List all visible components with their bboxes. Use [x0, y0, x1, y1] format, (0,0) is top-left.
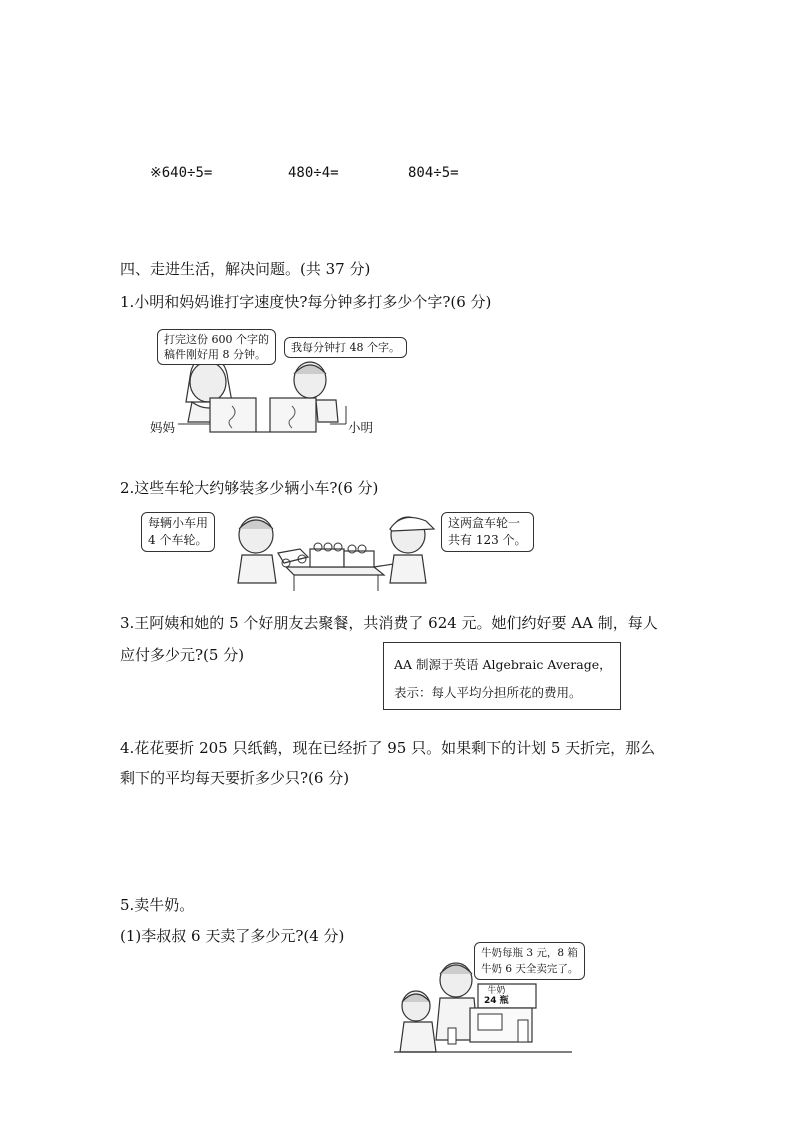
aa-definition-line-1: AA 制源于英语 Algebraic Average，	[394, 657, 612, 672]
question-2: 2.这些车轮大约够装多少辆小车?(6 分)	[120, 479, 379, 497]
left-boy-speech-line-1: 每辆小车用	[148, 516, 209, 530]
laptop-left	[210, 398, 256, 432]
question-3-line-2: 应付多少元?(5 分)	[120, 646, 245, 664]
milk-box-label-line-1: 牛奶	[487, 986, 506, 996]
laptop-right	[270, 398, 316, 432]
question-5-title: 5.卖牛奶。	[120, 896, 195, 914]
question-4-line-1: 4.花花要折 205 只纸鹤，现在已经折了 95 只。如果剩下的计划 5 天折完，那么	[120, 739, 656, 757]
mom-speech-line-1: 打完这份 600 个字的	[164, 333, 269, 346]
left-boy-speech-line-2: 4 个车轮。	[148, 533, 208, 547]
left-boy-speech-bubble	[141, 512, 215, 552]
right-boy-speech-line-2: 共有 123 个。	[448, 533, 527, 547]
aa-definition-box	[383, 642, 621, 710]
table	[286, 567, 384, 575]
question-3-line-1: 3.王阿姨和她的 5 个好朋友去聚餐，共消费了 624 元。她们约好要 AA 制，每人	[120, 614, 658, 632]
label-xiaoming: 小明	[348, 420, 374, 435]
boy-speech-line: 我每分钟打 48 个字。	[291, 341, 400, 354]
uncle-speech-bubble	[474, 942, 585, 980]
milk-box-label-line-2: 24 瓶	[484, 996, 509, 1006]
question-4-line-2: 剩下的平均每天要折多少只?(6 分)	[120, 769, 350, 787]
calc-3: 804÷5=	[408, 165, 459, 181]
calc-1: ※640÷5=	[150, 165, 213, 181]
question-5-sub-1: (1)李叔叔 6 天卖了多少元?(4 分)	[120, 927, 345, 945]
right-boy-speech-line-1: 这两盒车轮一	[448, 516, 521, 530]
boy-speech-bubble	[284, 337, 407, 358]
calc-2: 480÷4=	[288, 165, 339, 181]
uncle-speech-line-1: 牛奶每瓶 3 元，8 箱	[481, 947, 578, 959]
right-boy-speech-bubble	[441, 512, 534, 552]
mom-speech-bubble	[157, 329, 276, 365]
uncle-speech-line-2: 牛奶 6 天全卖完了。	[481, 963, 579, 975]
aa-definition-line-2: 表示：每人平均分担所花的费用。	[394, 685, 582, 700]
mom-speech-line-2: 稿件刚好用 8 分钟。	[164, 348, 266, 361]
label-mom: 妈妈	[150, 420, 176, 435]
wheel-box-2	[344, 551, 374, 567]
mom-head	[190, 362, 226, 402]
question-1: 1.小明和妈妈谁打字速度快?每分钟多打多少个字?(6 分)	[120, 293, 492, 311]
milk-box-label	[484, 986, 509, 1006]
wheel-box-1	[310, 549, 344, 567]
section-heading: 四、走进生活，解决问题。(共 37 分)	[120, 260, 371, 278]
